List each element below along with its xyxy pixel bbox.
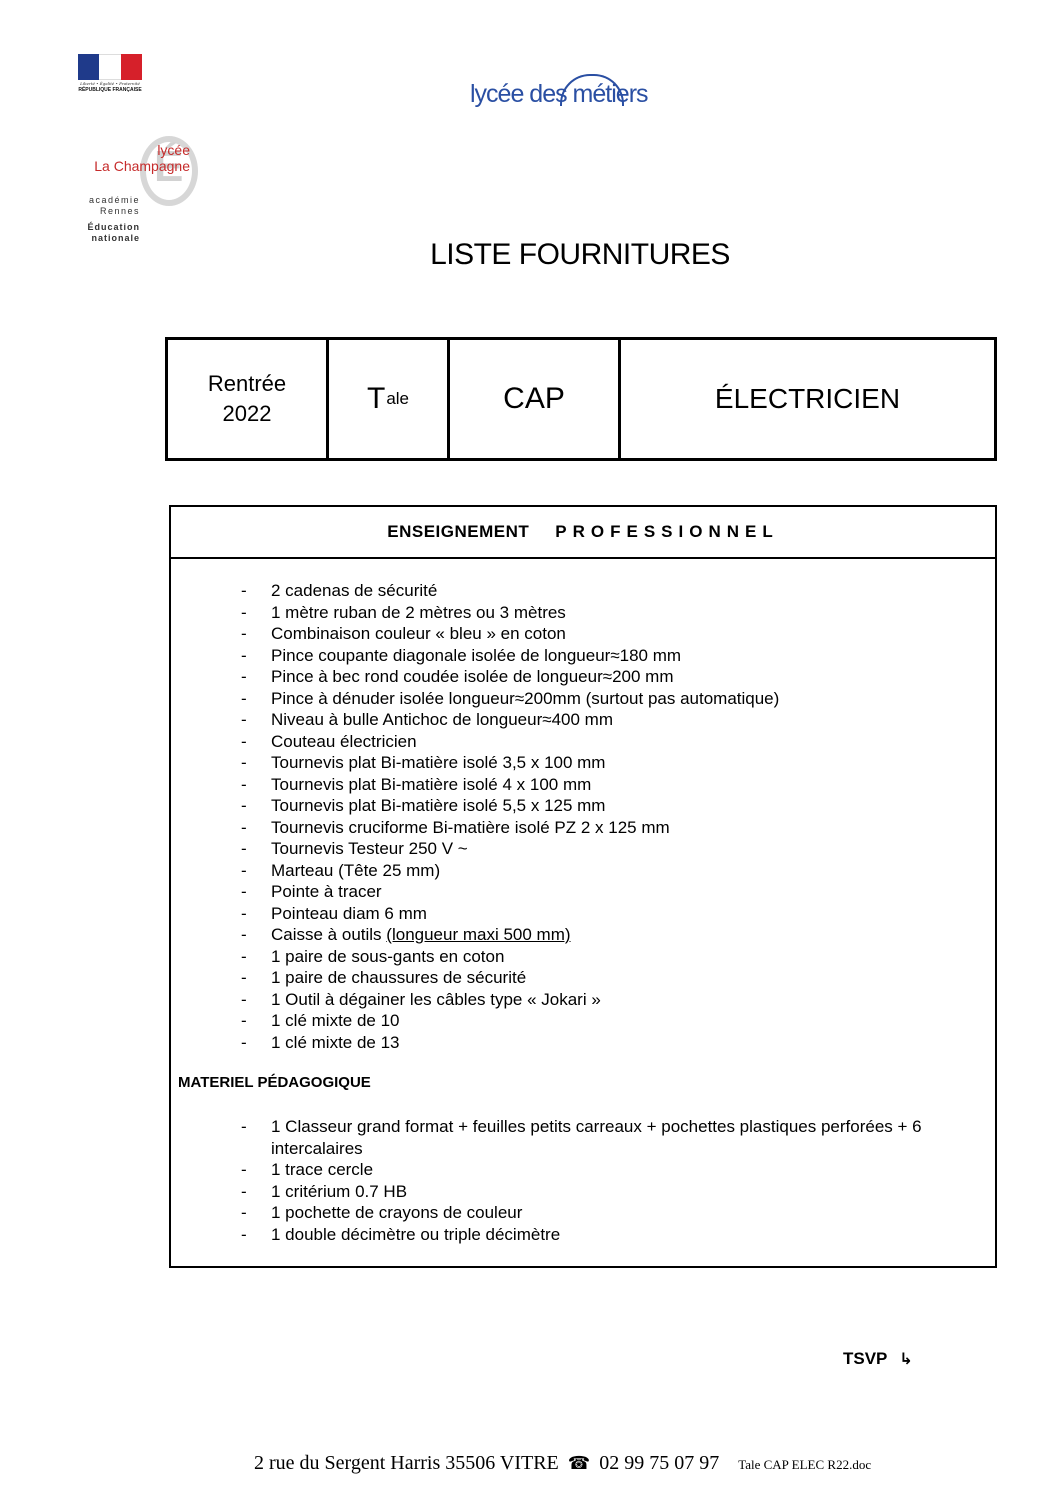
french-flag-icon <box>78 54 142 80</box>
level-sup: ale <box>386 389 409 408</box>
section-heading-word1: ENSEIGNEMENT <box>387 522 530 541</box>
list-item: - 1 Classeur grand format + feuilles petits carreaux + pochettes plastiques perforées + 6 intercalaires <box>171 1116 981 1159</box>
list-item: - 1 critérium 0.7 HB <box>171 1181 981 1203</box>
list-item: - Couteau électricien <box>171 731 779 753</box>
list-item: - 1 paire de chaussures de sécurité <box>171 967 779 989</box>
section-heading <box>171 507 995 559</box>
turn-page-arrow-icon: ↳ <box>899 1351 913 1368</box>
list-item: - Pointeau diam 6 mm <box>171 903 779 925</box>
list-item: - 1 mètre ruban de 2 mètres ou 3 mètres <box>171 602 779 624</box>
list-item: - 1 trace cercle <box>171 1159 981 1181</box>
list-item: - 2 cadenas de sécurité <box>171 580 779 602</box>
rentree-label: Rentrée <box>207 371 287 396</box>
list-item: - Tournevis cruciforme Bi-matière isolé PZ 2 x 125 mm <box>171 817 779 839</box>
professional-supplies-list <box>171 580 779 1053</box>
lycee-des-metiers-logo <box>470 70 660 114</box>
academie <box>89 195 140 217</box>
tsvp-text: TSVP <box>843 1349 888 1368</box>
list-item: - 1 pochette de crayons de couleur <box>171 1202 981 1224</box>
list-item: - Caisse à outils (longueur maxi 500 mm) <box>171 924 779 946</box>
rf-motto: Liberté • Égalité • Fraternité <box>80 81 140 86</box>
republique-francaise-logo <box>78 54 142 94</box>
list-item: - 1 double décimètre ou triple décimètre <box>171 1224 981 1246</box>
list-item: - 1 paire de sous-gants en coton <box>171 946 779 968</box>
level-main: T <box>366 382 386 415</box>
education-line2: nationale <box>91 233 140 243</box>
list-item: - Combinaison couleur « bleu » en coton <box>171 623 779 645</box>
list-item: - Pointe à tracer <box>171 881 779 903</box>
diploma: CAP <box>503 382 565 415</box>
lycee-name-line2: La Champagne <box>94 158 190 174</box>
education-line1: Éducation <box>87 222 140 232</box>
tsvp-note <box>843 1349 913 1369</box>
list-item: - Tournevis plat Bi-matière isolé 4 x 100 mm <box>171 774 779 796</box>
speciality: ÉLECTRICIEN <box>714 383 901 414</box>
rentree-cell <box>168 340 329 458</box>
materiel-heading: MATERIEL PÉDAGOGIQUE <box>178 1074 371 1091</box>
section-heading-word2: PROFESSIONNEL <box>555 522 779 541</box>
level-cell <box>329 340 450 458</box>
list-item: - 1 clé mixte de 13 <box>171 1032 779 1054</box>
list-item: - 1 clé mixte de 10 <box>171 1010 779 1032</box>
list-item: - Niveau à bulle Antichoc de longueur≈400 mm <box>171 709 779 731</box>
lycee-la-champagne-logo <box>48 110 198 255</box>
footer-address: 2 rue du Sergent Harris 35506 VITRE <box>254 1452 559 1474</box>
list-item: - Marteau (Tête 25 mm) <box>171 860 779 882</box>
phone-icon: ☎ <box>567 1453 591 1473</box>
footer <box>254 1452 871 1475</box>
list-item: - 1 Outil à dégainer les câbles type « Jokari » <box>171 989 779 1011</box>
speciality-cell <box>621 340 994 458</box>
lycee-des-metiers-text: lycée des métiers <box>470 80 648 108</box>
diploma-cell <box>450 340 621 458</box>
list-item: - Pince coupante diagonale isolée de longueur≈180 mm <box>171 645 779 667</box>
rentree-year: 2022 <box>222 401 272 426</box>
list-item: - Pince à dénuder isolée longueur≈200mm (surtout pas automatique) <box>171 688 779 710</box>
lycee-name <box>94 142 190 174</box>
supplies-box <box>169 505 997 1268</box>
page-title: LISTE FOURNITURES <box>430 238 730 271</box>
list-item: - Pince à bec rond coudée isolée de longueur≈200 mm <box>171 666 779 688</box>
footer-filename: Tale CAP ELEC R22.doc <box>738 1457 872 1472</box>
list-item: - Tournevis plat Bi-matière isolé 5,5 x 125 mm <box>171 795 779 817</box>
list-item: - Tournevis plat Bi-matière isolé 3,5 x 100 mm <box>171 752 779 774</box>
lycee-name-line1: lycée <box>157 142 190 158</box>
pedagogical-supplies-list <box>171 1116 981 1245</box>
academie-line2: Rennes <box>99 206 140 216</box>
footer-phone: 02 99 75 07 97 <box>599 1452 720 1474</box>
academie-line1: académie <box>88 195 140 205</box>
class-info-table <box>165 337 997 461</box>
list-item: - Tournevis Testeur 250 V ~ <box>171 838 779 860</box>
caisse-length-note: (longueur maxi 500 mm) <box>386 925 571 944</box>
rf-name: RÉPUBLIQUE FRANÇAISE <box>78 87 142 93</box>
